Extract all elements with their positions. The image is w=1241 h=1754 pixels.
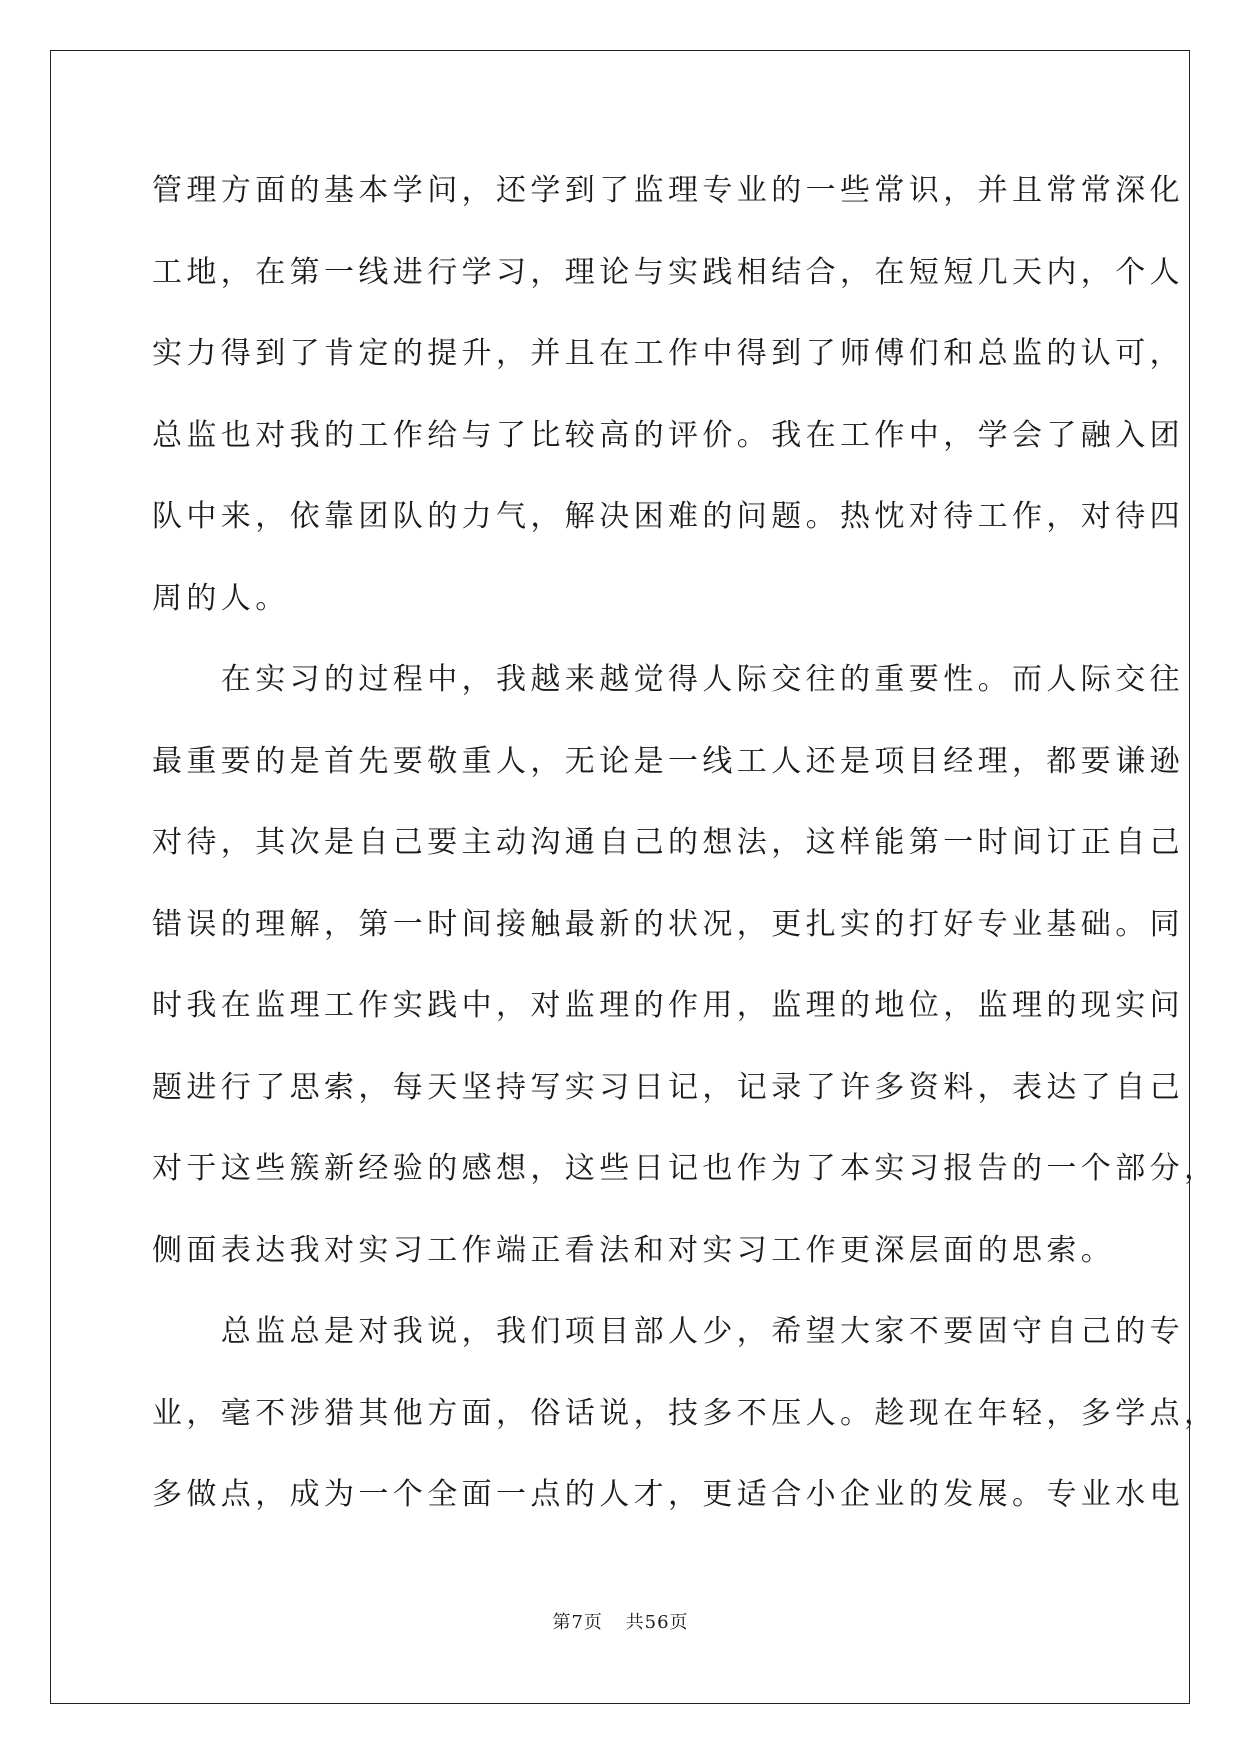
- text-line: 题进行了思索，每天坚持写实习日记，记录了许多资料，表达了自己: [152, 1069, 1184, 1105]
- text-line: 总监也对我的工作给与了比较高的评价。我在工作中，学会了融入团: [152, 417, 1184, 453]
- text-line: 业，毫不涉猎其他方面，俗话说，技多不压人。趁现在年轻，多学点，: [152, 1395, 1219, 1431]
- text-line: 多做点，成为一个全面一点的人才，更适合小企业的发展。专业水电: [152, 1477, 1184, 1512]
- text-line: 在实习的过程中，我越来越觉得人际交往的重要性。而人际交往: [152, 662, 1184, 697]
- text-line: 对待，其次是自己要主动沟通自己的想法，这样能第一时间订正自己: [152, 825, 1184, 860]
- text-line: 周的人。: [152, 580, 290, 616]
- text-line: 时我在监理工作实践中，对监理的作用，监理的地位，监理的现实问: [152, 988, 1184, 1023]
- text-line: 最重要的是首先要敬重人，无论是一线工人还是项目经理，都要谦逊: [152, 743, 1184, 779]
- text-line: 管理方面的基本学问，还学到了监理专业的一些常识，并且常常深化: [152, 173, 1184, 208]
- document-body: [152, 150, 1219, 1536]
- text-line: 工地，在第一线进行学习，理论与实践相结合，在短短几天内，个人: [152, 254, 1184, 290]
- text-line: 侧面表达我对实习工作端正看法和对实习工作更深层面的思索。: [152, 1232, 1116, 1268]
- text-line: 对于这些簇新经验的感想，这些日记也作为了本实习报告的一个部分，: [152, 1151, 1219, 1186]
- total-pages: 共56页: [625, 1612, 689, 1633]
- text-line: 错误的理解，第一时间接触最新的状况，更扎实的打好专业基础。同: [152, 906, 1184, 942]
- page-footer: [0, 1608, 1241, 1634]
- text-line: 总监总是对我说，我们项目部人少，希望大家不要固守自己的专: [152, 1314, 1184, 1349]
- text-line: 实力得到了肯定的提升，并且在工作中得到了师傅们和总监的认可，: [152, 336, 1184, 371]
- text-line: 队中来，依靠团队的力气，解决困难的问题。热忱对待工作，对待四: [152, 499, 1184, 534]
- page-number: 第7页: [552, 1612, 603, 1633]
